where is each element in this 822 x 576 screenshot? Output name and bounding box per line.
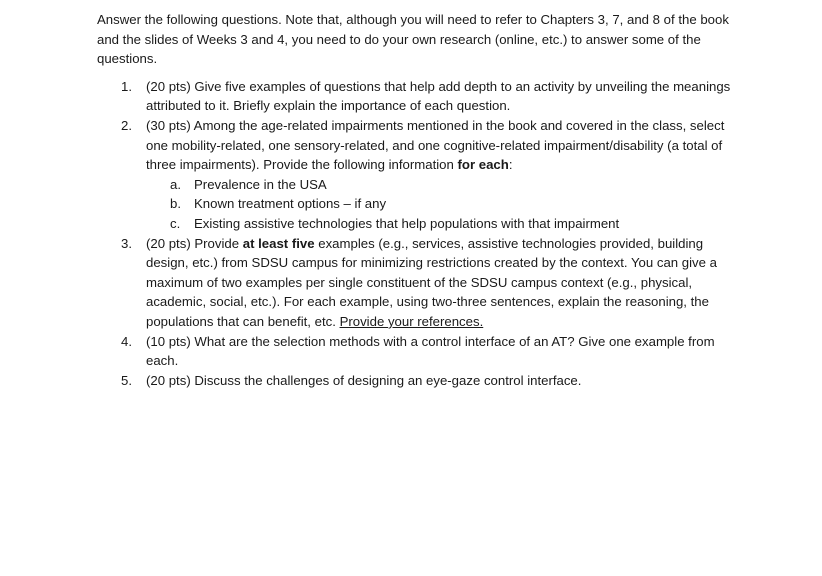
question-number: 1. [121, 78, 132, 94]
sub-item-list [146, 175, 742, 234]
sub-item-text: Prevalence in the USA [194, 176, 327, 192]
sub-item-letter: a. [170, 176, 181, 192]
question-text-end: : [508, 157, 513, 173]
question-5 [97, 371, 742, 391]
sub-item-text: Existing assistive technologies that help populations with that impairment [194, 215, 620, 231]
sub-item-b [146, 194, 742, 214]
question-text: (10 pts) What are the selection methods with a control interface of an AT? Give one example from each. [146, 333, 715, 369]
references-note: Provide your references. [339, 313, 484, 329]
question-list [97, 77, 742, 391]
question-emphasis: at least five [242, 235, 315, 251]
sub-item-a [146, 175, 742, 195]
question-number: 2. [121, 117, 132, 133]
question-text-cont: examples (e.g., services, assistive technologies provided, building design, etc.) from SDSU campus for minimizing restrictions created by the context. You can give a maximum of two examples per single constituent of the SDSU campus context (e.g., physical, academic, social, etc.). For each example, using two-three sentences, explain the reasoning, the populations that can benefit, etc. [146, 235, 717, 329]
sub-item-text: Known treatment options – if any [194, 196, 387, 212]
intro-paragraph: Answer the following questions. Note that, although you will need to refer to Chapters 3, 7, and 8 of the book and the slides of Weeks 3 and 4, you need to do your own research (online, etc.) to answer some of the questions. [97, 12, 729, 67]
sub-item-letter: b. [170, 196, 181, 212]
question-1 [97, 77, 742, 116]
question-number: 4. [121, 333, 132, 349]
question-text: (20 pts) Discuss the challenges of designing an eye-gaze control interface. [146, 372, 582, 388]
sub-item-c [146, 214, 742, 234]
question-number: 5. [121, 372, 132, 388]
question-4 [97, 332, 742, 371]
question-3 [97, 234, 742, 332]
question-text: (30 pts) Among the age-related impairments mentioned in the book and covered in the class, select one mobility-related, one sensory-related, and one cognitive-related impairment/disability (a total of three impairments). Provide the following information [146, 117, 725, 173]
sub-item-letter: c. [170, 215, 181, 231]
assignment-document [97, 10, 742, 390]
question-number: 3. [121, 235, 132, 251]
question-text: (20 pts) Give five examples of questions that help add depth to an activity by unveiling the meanings attributed to it. Briefly explain the importance of each question. [146, 78, 731, 114]
question-2 [97, 116, 742, 234]
question-text: (20 pts) Provide [146, 235, 243, 251]
question-emphasis: for each [457, 157, 509, 173]
